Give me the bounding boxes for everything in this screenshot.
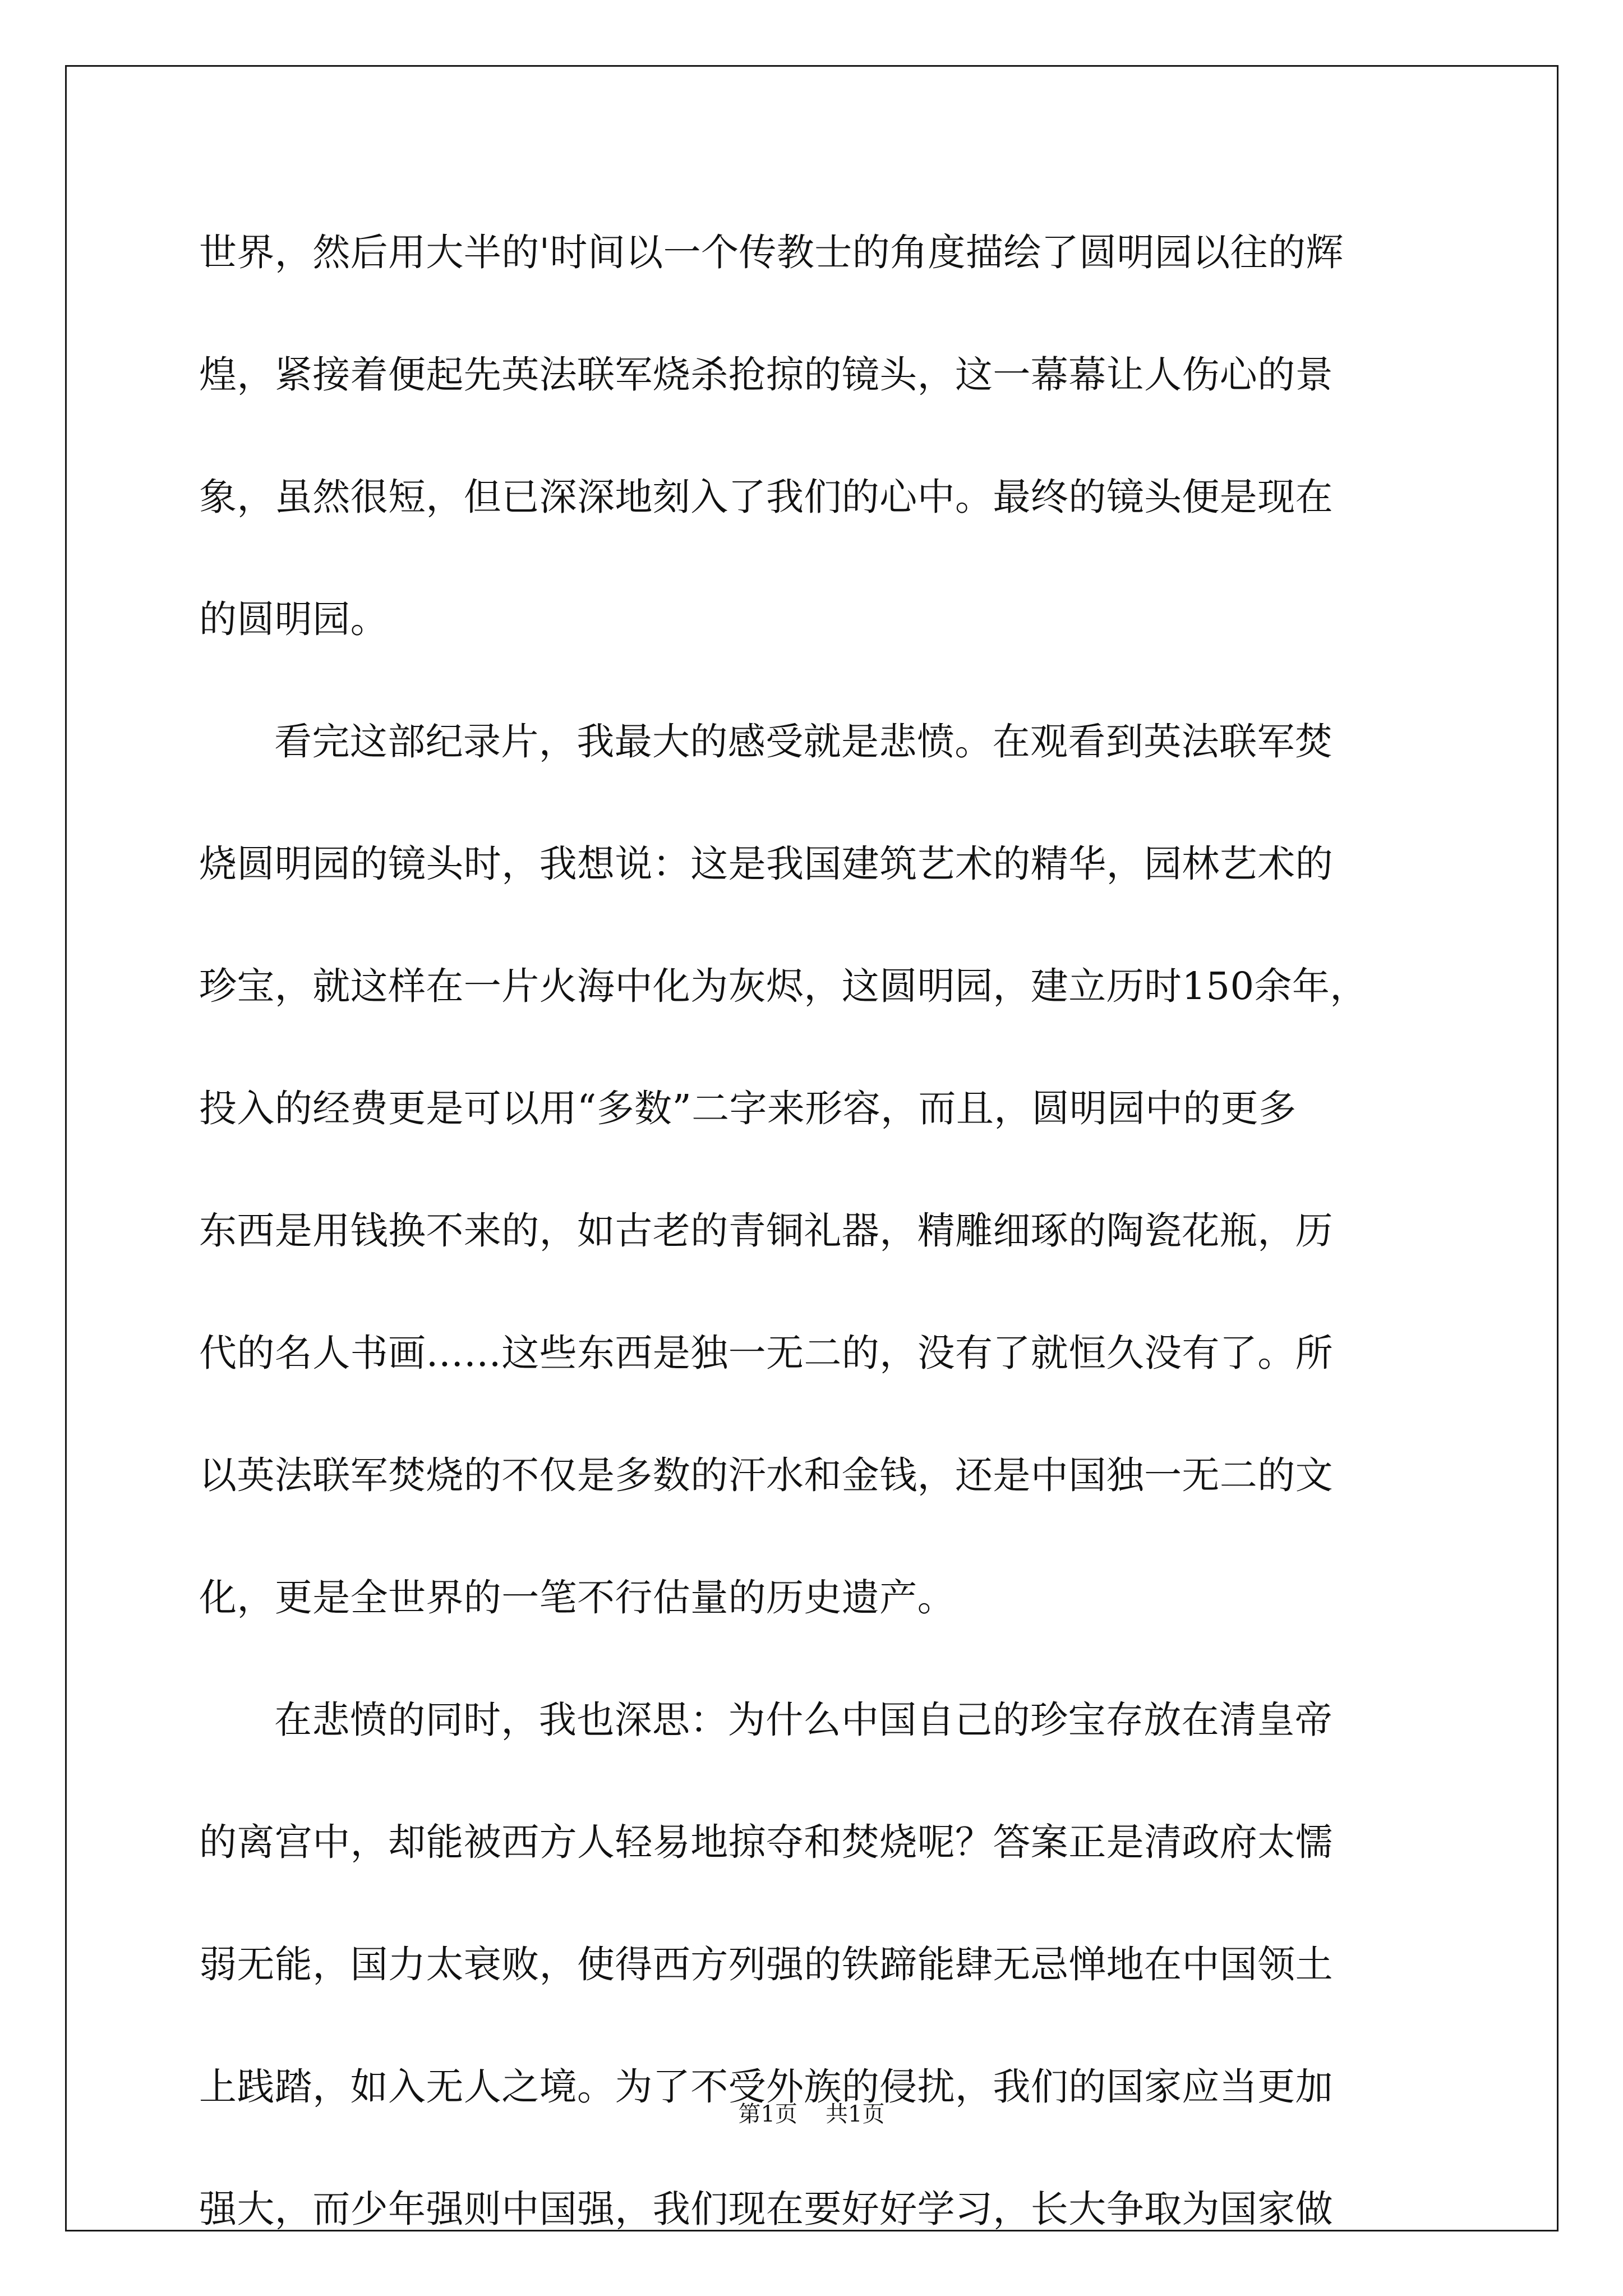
text-line: 煌，紧接着便起先英法联军烧杀抢掠的镜头，这一幕幕让人伤心的景 [199,353,1333,397]
text-line-paragraph-start: 看完这部纪录片，我最大的感受就是悲愤。在观看到英法联军焚 [274,720,1333,763]
text-line: 强大，而少年强则中国强，我们现在要好好学习，长大争取为国家做 [199,2187,1333,2231]
text-line-paragraph-start: 在悲愤的同时，我也深思：为什么中国自己的珍宝存放在清皇帝 [274,1698,1333,1742]
text-line: 上践踏，如入无人之境。为了不受外族的侵扰，我们的国家应当更加 [199,2065,1333,2109]
text-line: 烧圆明园的镜头时，我想说：这是我国建筑艺术的精华，园林艺术的 [199,842,1333,886]
text-line: 以英法联军焚烧的不仅是多数的汗水和金钱，还是中国独一无二的文 [199,1453,1333,1497]
document-body [199,205,1436,2284]
text-line: 代的名人书画……这些东西是独一无二的，没有了就恒久没有了。所 [199,1331,1333,1375]
text-line: 世界，然后用大半的'时间以一个传教士的角度描绘了圆明园以往的辉 [199,231,1344,274]
text-line: 投入的经费更是可以用“多数”二字来形容，而且，圆明园中的更多 [199,1087,1297,1130]
text-line: 弱无能，国力太衰败，使得西方列强的铁蹄能肆无忌惮地在中国领土 [199,1943,1333,1986]
page-footer [0,2097,1623,2131]
page-number: 第1页 [738,2101,797,2127]
page-total: 共1页 [826,2101,885,2127]
text-line: 化，更是全世界的一笔不行估量的历史遗产。 [199,1576,955,1619]
text-line: 的圆明园。 [199,597,388,641]
text-line: 东西是用钱换不来的，如古老的青铜礼器，精雕细琢的陶瓷花瓶，历 [199,1209,1333,1253]
text-line: 的离宫中，却能被西方人轻易地掠夺和焚烧呢？答案正是清政府太懦 [199,1820,1333,1864]
text-line: 象，虽然很短，但已深深地刻入了我们的心中。最终的镜头便是现在 [199,475,1333,519]
text-line: 珍宝，就这样在一片火海中化为灰烬，这圆明园，建立历时150余年， [199,964,1368,1008]
